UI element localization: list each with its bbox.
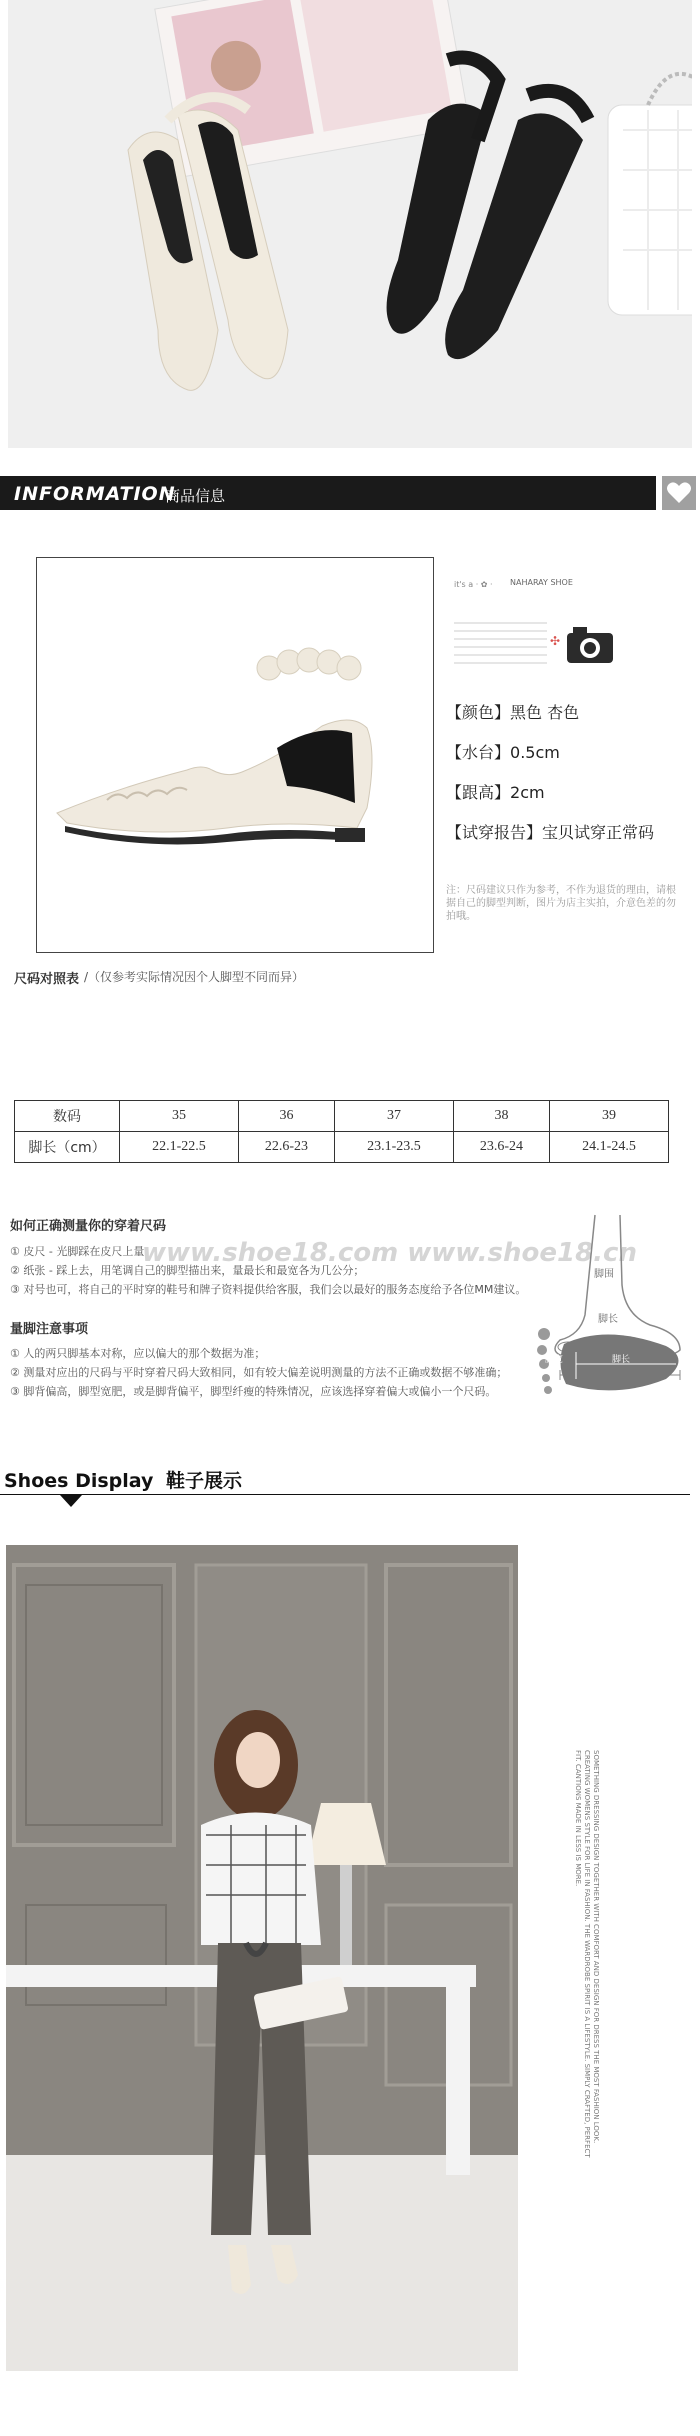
diagram-label-length: 脚长 [598, 1314, 618, 1325]
table-row [15, 1101, 669, 1132]
notes-title: 量脚注意事项 [10, 1322, 89, 1337]
diagram-label-width: 脚宽 [545, 1355, 564, 1365]
measure-step: ③ 对号也可，将自己的平时穿的鞋号和牌子资料提供给客服，我们会以最好的服务态度给予各位MM建议。 [10, 1283, 527, 1296]
caret-down-icon [60, 1494, 82, 1513]
product-photo-frame [36, 557, 434, 953]
spec-color: 【颜色】黑色 杏色 [446, 703, 580, 722]
note-item: ② 测量对应出的尺码与平时穿着尺码大致相同，如有较大偏差说明测量的方法不正确或数据不够准确； [10, 1366, 508, 1379]
spec-platform: 【水台】0.5cm [446, 743, 560, 762]
heart-icon[interactable] [662, 476, 696, 510]
product-shoe-illustration [37, 558, 433, 952]
model-photo [6, 1545, 518, 2371]
information-subtitle: 商品信息 [165, 487, 226, 505]
svg-text:it's a · ✿ ·: it's a · ✿ · [454, 580, 493, 589]
row-header-size: 数码 [15, 1101, 120, 1132]
table-cell: 36 [238, 1101, 334, 1132]
note-item: ① 人的两只脚基本对称，应以偏大的那个数据为准； [10, 1347, 266, 1360]
size-table [14, 1100, 669, 1163]
brand-card [452, 575, 561, 695]
svg-text:✣: ✣ [550, 634, 561, 648]
measure-step: ① 皮尺 - 光脚踩在皮尺上量 [10, 1245, 145, 1258]
information-title: INFORMATION [14, 483, 176, 505]
brand-label: NAHARAY SHOE [510, 578, 573, 587]
diagram-label-sole-length: 脚长 [612, 1355, 631, 1365]
note-item: ③ 脚背偏高，脚型宽肥，或是脚背偏平，脚型纤瘦的特殊情况，应该选择穿着偏大或偏小一个尺码。 [10, 1385, 497, 1398]
table-cell: 38 [453, 1101, 549, 1132]
hero-product-photo [8, 0, 692, 448]
table-cell: 24.1-24.5 [550, 1132, 669, 1163]
size-chart-note: /（仅参考实际情况因个人脚型不同而异） [84, 970, 305, 984]
table-cell: 22.1-22.5 [120, 1132, 239, 1163]
display-divider [0, 1494, 690, 1495]
size-chart-title: 尺码对照表 [14, 972, 80, 987]
watermark: www.shoe18.com www.shoe18.cn [142, 1238, 637, 1268]
row-header-length: 脚长（cm） [15, 1132, 120, 1163]
table-cell: 22.6-23 [238, 1132, 334, 1163]
measure-step: ② 纸张 - 踩上去，用笔调自己的脚型描出来，量最长和最宽各为几公分； [10, 1264, 365, 1277]
spec-heel-height: 【跟高】2cm [446, 783, 545, 802]
display-heading: Shoes Display 鞋子展示 [4, 1470, 243, 1492]
table-cell: 23.1-23.5 [335, 1132, 454, 1163]
table-cell: 23.6-24 [453, 1132, 549, 1163]
information-bar [0, 476, 656, 510]
hero-shoes-illustration [8, 0, 692, 448]
table-row [15, 1132, 669, 1163]
measure-title: 如何正确测量你的穿着尺码 [10, 1219, 167, 1234]
side-vertical-text: SOMETHING DRESSING DESIGN TOGETHER WITH COMFORT AND DESIGN FOR DRESS THE MOST FASHION LOOK. CREATING WOMENS STYLE FOR LIFE IN FASHION. THE WARDROBE SPIRIT IS A LIFESTYLE. SIMPLY CRAFTED, PERFECT FIT. CANTIONS MADE IN LESS IS MORE. [574, 1750, 600, 2158]
table-cell: 35 [120, 1101, 239, 1132]
table-cell: 39 [550, 1101, 669, 1132]
spec-note: 注：尺码建议只作为参考，不作为退货的理由，请根据自己的脚型判断，图片为店主实拍，介意色差的勿拍哦。 [446, 885, 676, 922]
table-cell: 37 [335, 1101, 454, 1132]
diagram-label-girth: 脚围 [594, 1269, 614, 1280]
spec-fit-report: 【试穿报告】宝贝试穿正常码 [446, 823, 655, 842]
